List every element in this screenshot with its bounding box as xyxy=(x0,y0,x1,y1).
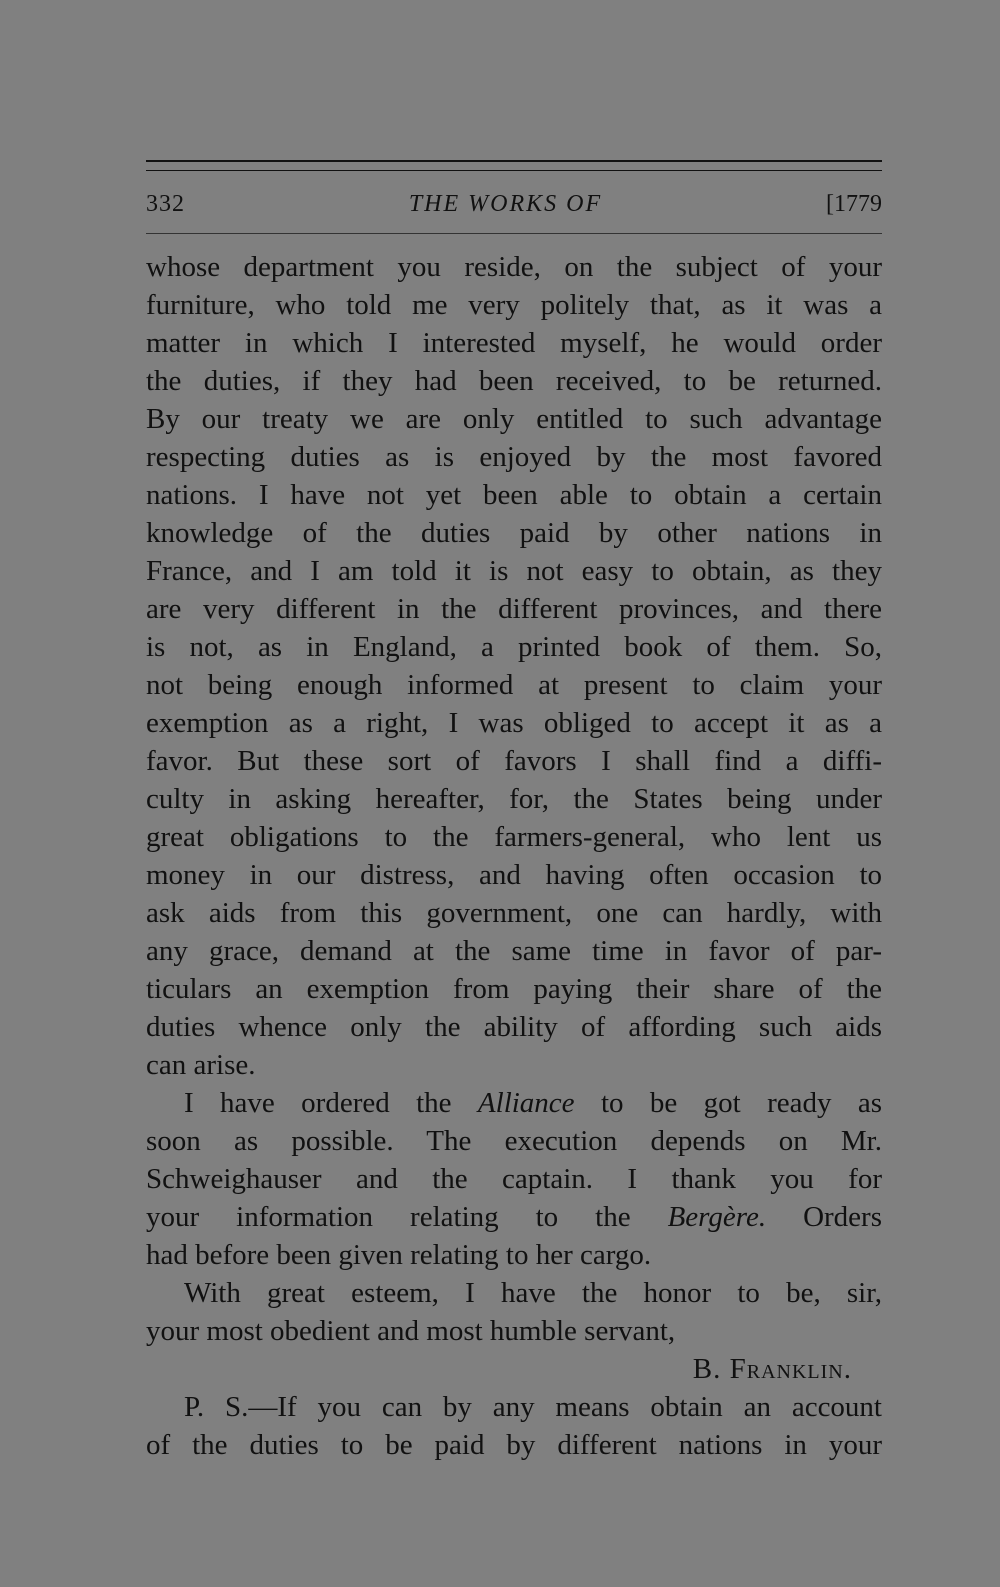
body-text xyxy=(146,248,882,1464)
text-line: By our treaty we are only entitled to such advantage xyxy=(146,403,882,435)
text-line: any grace, demand at the same time in favor of par- xyxy=(146,935,882,967)
text-line: great obligations to the farmers-general, who lent us xyxy=(146,821,882,853)
book-page xyxy=(146,160,882,1464)
text-line: had before been given relating to her cargo. xyxy=(146,1239,652,1271)
text-line: of the duties to be paid by different nations in your xyxy=(146,1429,882,1461)
text-run: your information relating to the xyxy=(146,1201,668,1233)
text-line: With great esteem, I have the honor to be, sir, xyxy=(184,1277,882,1309)
ship-name-alliance: Alliance xyxy=(477,1087,575,1119)
paragraph-1 xyxy=(146,248,882,1084)
text-line: P. S.—If you can by any means obtain an account xyxy=(184,1391,882,1423)
text-line: duties whence only the ability of affording such aids xyxy=(146,1011,882,1043)
text-line: ticulars an exemption from paying their share of the xyxy=(146,973,882,1005)
ship-name-bergere: Bergère. xyxy=(667,1201,767,1233)
text-line: is not, as in England, a printed book of them. So, xyxy=(146,631,882,663)
text-line: can arise. xyxy=(146,1049,256,1081)
page-number: 332 xyxy=(146,191,185,217)
text-line: not being enough informed at present to claim your xyxy=(146,669,882,701)
header-year: [1779 xyxy=(825,191,882,217)
signature: B. Franklin. xyxy=(692,1353,852,1385)
text-line: France, and I am told it is not easy to obtain, as they xyxy=(146,555,882,587)
text-line xyxy=(146,1198,882,1236)
paragraph-2 xyxy=(146,1084,882,1274)
text-line: matter in which I interested myself, he would order xyxy=(146,327,882,359)
text-line xyxy=(146,1084,882,1122)
text-line: the duties, if they had been received, to be returned. xyxy=(146,365,882,397)
text-line: soon as possible. The execution depends on Mr. xyxy=(146,1125,882,1157)
text-line: nations. I have not yet been able to obtain a certain xyxy=(146,479,882,511)
text-line: money in our distress, and having often occasion to xyxy=(146,859,882,891)
text-line: Schweighauser and the captain. I thank you for xyxy=(146,1163,882,1195)
text-line: knowledge of the duties paid by other nations in xyxy=(146,517,882,549)
top-rule-thin xyxy=(146,170,882,171)
text-line: are very different in the different provinces, and there xyxy=(146,593,882,625)
text-line: furniture, who told me very politely that, as it was a xyxy=(146,289,882,321)
text-line: respecting duties as is enjoyed by the most favored xyxy=(146,441,882,473)
text-line: favor. But these sort of favors I shall find a diffi- xyxy=(146,745,882,777)
running-title: THE WORKS OF xyxy=(408,191,603,217)
postscript xyxy=(146,1388,882,1464)
paragraph-3 xyxy=(146,1274,882,1350)
running-header xyxy=(146,191,882,221)
text-line: culty in asking hereafter, for, the States being under xyxy=(146,783,882,815)
text-run: to be got ready as xyxy=(574,1087,883,1119)
text-line: exemption as a right, I was obliged to accept it as a xyxy=(146,707,882,739)
text-run: Orders xyxy=(766,1201,882,1233)
top-rule xyxy=(146,160,882,162)
text-line: ask aids from this government, one can hardly, with xyxy=(146,897,882,929)
text-line: your most obedient and most humble servant, xyxy=(146,1315,676,1347)
header-rule xyxy=(146,233,882,234)
text-run: I have ordered the xyxy=(184,1087,478,1119)
text-line: whose department you reside, on the subject of your xyxy=(146,251,882,283)
